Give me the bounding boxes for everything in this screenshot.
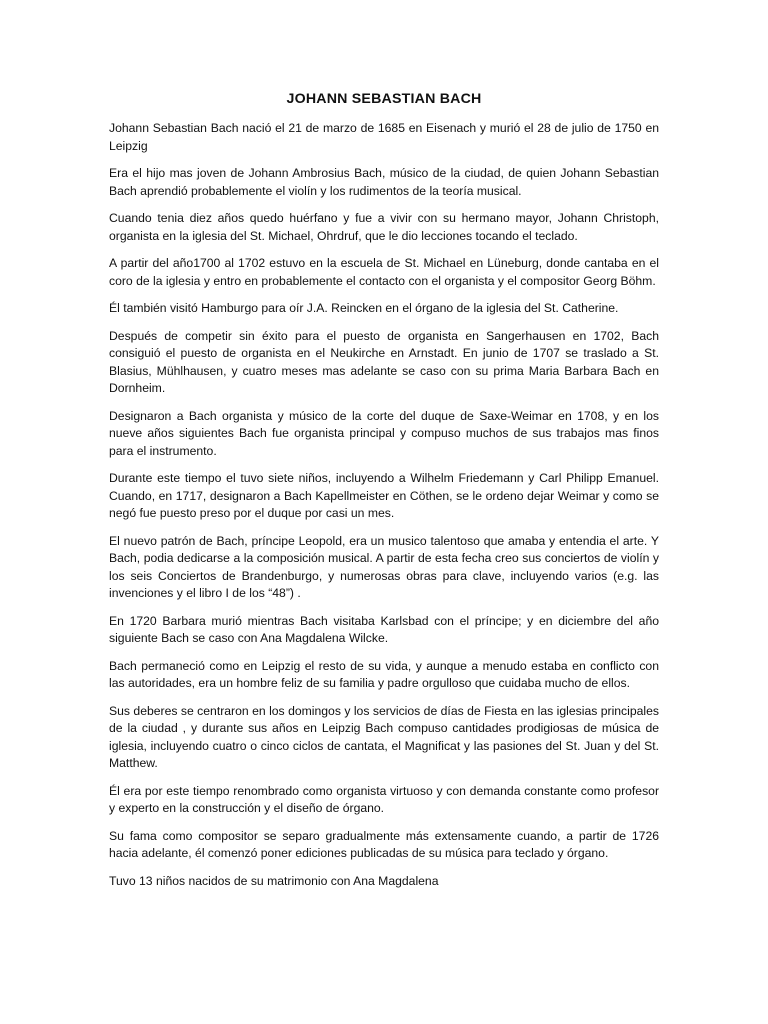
paragraph-leipzig: Bach permaneció como en Leipzig el resto de su vida, y aunque a menudo estaba en conflicto con las autoridades, era un hombre feliz de su familia y padre orgulloso que cuidaba mucho de ellos. — [109, 658, 659, 690]
document-body — [109, 90, 659, 900]
document-title: JOHANN SEBASTIAN BACH — [286, 91, 482, 107]
paragraph-father: Era el hijo mas joven de Johann Ambrosius Bach, músico de la ciudad, de quien Johann Sebastian Bach aprendió probablemente el violín y los rudimentos de la teoría musical. — [109, 166, 659, 198]
paragraph-weimar: Designaron a Bach organista y músico de la corte del duque de Saxe-Weimar en 1708, y en los nueve años siguientes Bach fue organista principal y compuso muchos de sus trabajos mas finos para el instrumento. — [109, 408, 659, 458]
paragraph-children-cothen: Durante este tiempo el tuvo siete niños, incluyendo a Wilhelm Friedemann y Carl Philipp Emanuel. Cuando, en 1717, designaron a Bach Kapellmeister en Cöthen, se le ordeno dejar Weimar y como se negó fue puesto preso por el duque por casi un mes. — [109, 471, 659, 520]
paragraph-hamburg: Él también visitó Hamburgo para oír J.A. Reincken en el órgano de la iglesia del St. Catherine. — [109, 301, 619, 315]
paragraph-birth-death: Johann Sebastian Bach nació el 21 de marzo de 1685 en Eisenach y murió el 28 de julio de 1750 en Leipzig — [109, 121, 659, 153]
paragraph-orphaned: Cuando tenia diez años quedo huérfano y fue a vivir con su hermano mayor, Johann Christoph, organista en la iglesia del St. Michael, Ohrdruf, que le dio lecciones tocando el teclado. — [109, 211, 659, 243]
paragraph-leopold: El nuevo patrón de Bach, príncipe Leopold, era un musico talentoso que amaba y entendia el arte. Y Bach, podia dedicarse a la composición musical. A partir de esta fecha creo sus conciertos de violín y los seis Conciertos de Brandenburgo, y numerosas obras para clave, incluyendo varios (e.g. las invenciones y el libro I de los “48”) . — [109, 533, 659, 600]
paragraph-remarriage: En 1720 Barbara murió mientras Bach visitaba Karlsbad con el príncipe; y en diciembre del año siguiente Bach se caso con Ana Magdalena Wilcke. — [109, 613, 659, 645]
paragraph-arnstadt: Después de competir sin éxito para el puesto de organista en Sangerhausen en 1702, Bach consiguió el puesto de organista en el Neukirche en Arnstadt. En junio de 1707 se traslado a St. Blasius, Mühlhausen, y cuatro meses mas adelante se caso con su prima Maria Barbara Bach en Dornheim. — [109, 328, 659, 395]
paragraph-thirteen-children: Tuvo 13 niños nacidos de su matrimonio con Ana Magdalena — [109, 873, 439, 888]
paragraph-church-duties: Sus deberes se centraron en los domingos y los servicios de días de Fiesta en las iglesias principales de la ciudad , y durante sus años en Leipzig Bach compuso cantidades prodigiosas de música de iglesia, incluyendo cuatro o cinco ciclos de cantata, el Magnificat y las pasiones del St. Juan y del St. Matthew. — [109, 703, 659, 770]
paragraph-organist-fame: Él era por este tiempo renombrado como organista virtuoso y con demanda constante como profesor y experto en la construcción y el diseño de órgano. — [109, 783, 659, 815]
paragraph-publications: Su fama como compositor se separo gradualmente más extensamente cuando, a partir de 1726 hacia adelante, él comenzó poner ediciones publicadas de su música para teclado y órgano. — [109, 828, 659, 860]
paragraph-luneburg: A partir del año1700 al 1702 estuvo en la escuela de St. Michael en Lüneburg, donde cantaba en el coro de la iglesia y entro en probablemente el contacto con el organista y el compositor Georg Böhm. — [109, 256, 659, 288]
